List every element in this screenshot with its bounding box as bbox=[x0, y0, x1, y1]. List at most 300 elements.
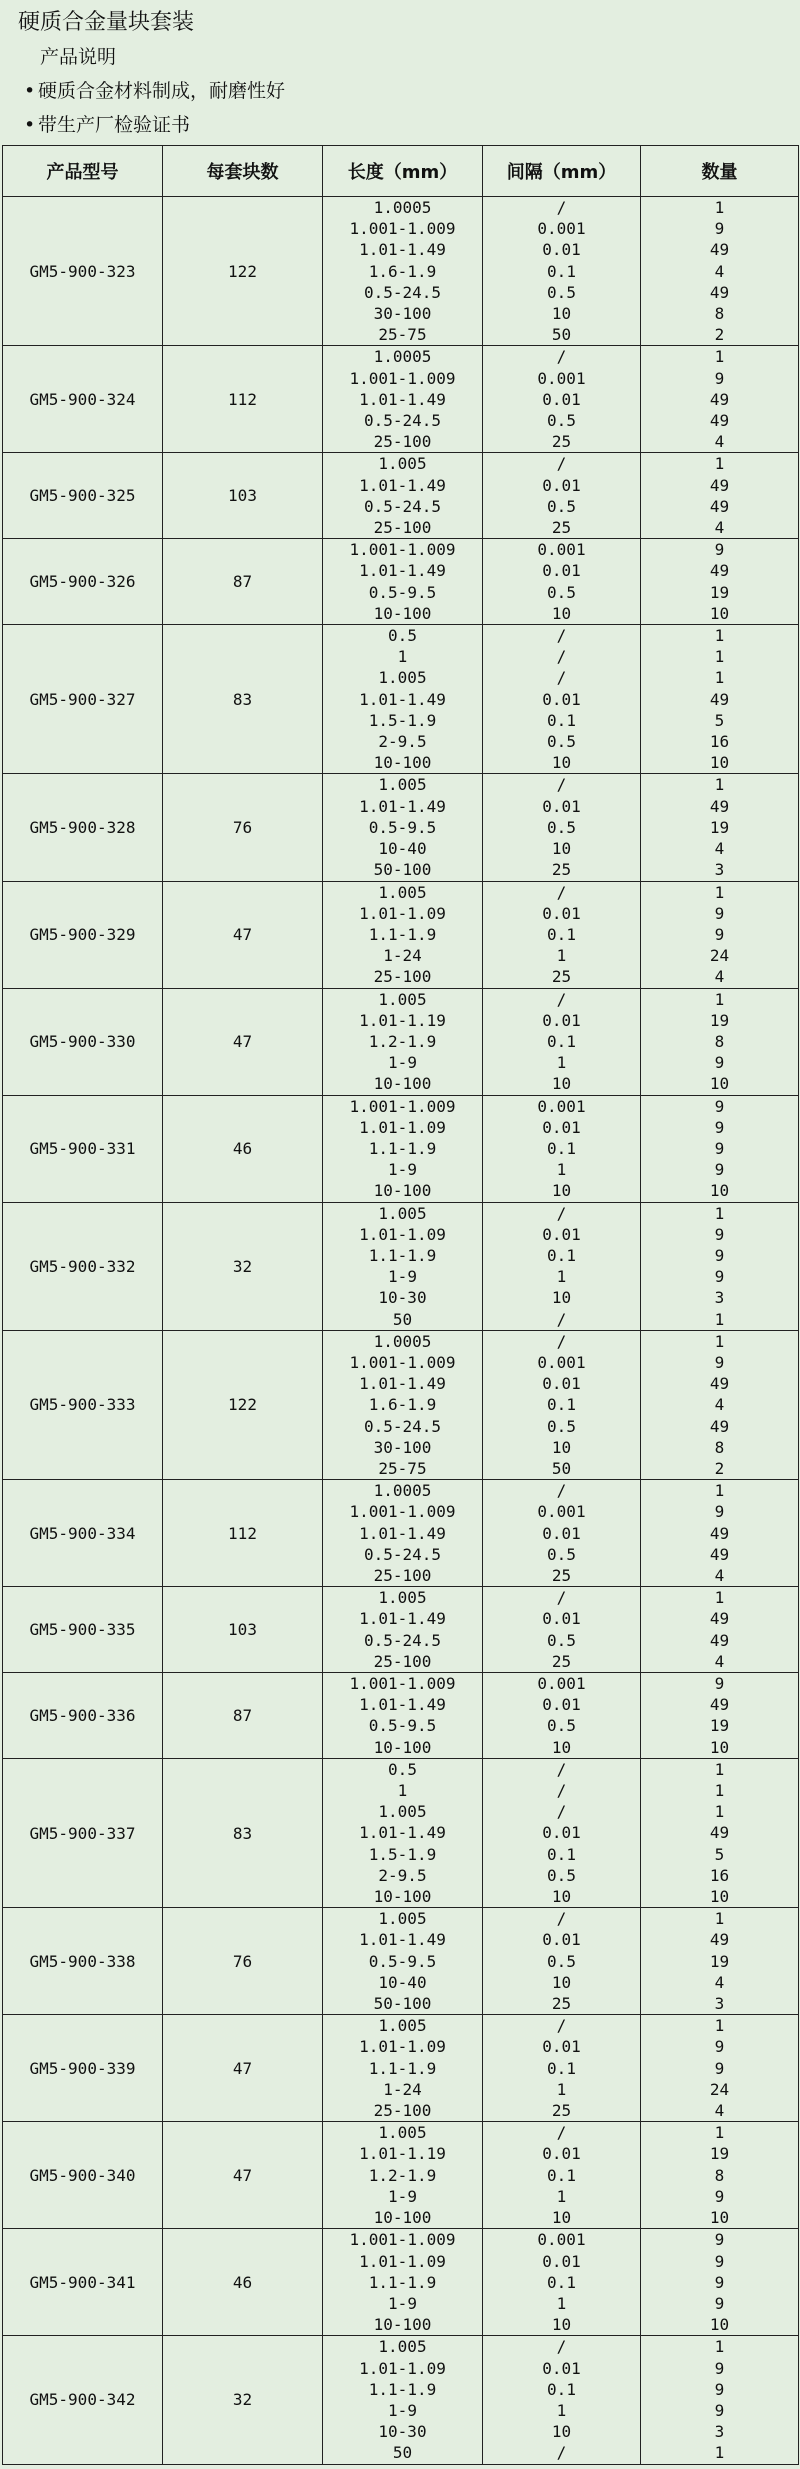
pieces-cell: 83 bbox=[163, 625, 323, 774]
header-quantity: 数量 bbox=[641, 146, 799, 197]
table-row bbox=[3, 453, 799, 539]
step-value: / bbox=[556, 1331, 567, 1351]
length-value: 1.1-1.9 bbox=[368, 1138, 437, 1158]
length-cell bbox=[323, 2122, 483, 2229]
quantity-cell bbox=[641, 2015, 799, 2122]
gauge-block-table bbox=[2, 145, 799, 2465]
step-value: 10 bbox=[551, 1437, 572, 1457]
step-cell bbox=[483, 1480, 641, 1587]
pieces-cell: 87 bbox=[163, 1673, 323, 1759]
length-value: 1-9 bbox=[388, 1267, 417, 1287]
length-value: 1.0005 bbox=[373, 198, 432, 217]
step-cell bbox=[483, 2122, 641, 2229]
model-cell: GM5-900-336 bbox=[3, 1673, 163, 1759]
step-value: / bbox=[556, 347, 567, 367]
length-cell bbox=[323, 1480, 483, 1587]
quantity-cell bbox=[641, 1908, 799, 2015]
step-value: 0.001 bbox=[537, 1096, 586, 1116]
step-value: 0.001 bbox=[537, 1674, 586, 1694]
step-value: 10 bbox=[551, 839, 572, 859]
quantity-value: 10 bbox=[709, 2315, 730, 2335]
length-value: 0.5-24.5 bbox=[363, 1544, 442, 1564]
quantity-value: 19 bbox=[709, 1716, 730, 1736]
quantity-value: 10 bbox=[709, 1737, 730, 1757]
length-value: 1.001-1.009 bbox=[349, 1096, 456, 1116]
model-cell: GM5-900-341 bbox=[3, 2229, 163, 2336]
step-value: / bbox=[556, 626, 567, 646]
quantity-value: 1 bbox=[714, 989, 725, 1009]
quantity-value: 9 bbox=[714, 1160, 725, 1180]
step-value: 0.5 bbox=[547, 817, 576, 837]
length-value: 10-100 bbox=[373, 1887, 432, 1907]
step-value: 25 bbox=[551, 1566, 572, 1585]
length-value: 1.01-1.49 bbox=[359, 389, 446, 409]
quantity-value: 3 bbox=[714, 2422, 725, 2442]
model-cell: GM5-900-331 bbox=[3, 1095, 163, 1202]
step-value: 0.01 bbox=[542, 903, 581, 923]
length-value: 1.01-1.49 bbox=[359, 240, 446, 260]
step-value: 25 bbox=[551, 967, 572, 987]
step-value: 10 bbox=[551, 2208, 572, 2228]
step-value: 0.5 bbox=[547, 496, 576, 516]
step-value: 0.1 bbox=[547, 2058, 576, 2078]
step-value: 0.1 bbox=[547, 1844, 576, 1864]
quantity-value: 49 bbox=[709, 1695, 730, 1715]
quantity-cell bbox=[641, 774, 799, 881]
step-value: 1 bbox=[556, 2293, 567, 2313]
quantity-value: 9 bbox=[714, 1053, 725, 1073]
quantity-value: 5 bbox=[714, 1844, 725, 1864]
model-cell: GM5-900-334 bbox=[3, 1480, 163, 1587]
length-value: 1 bbox=[397, 647, 408, 667]
quantity-value: 49 bbox=[709, 411, 730, 431]
table-row bbox=[3, 1908, 799, 2015]
quantity-value: 1 bbox=[714, 647, 725, 667]
quantity-value: 49 bbox=[709, 561, 730, 581]
quantity-value: 1 bbox=[714, 1802, 725, 1822]
length-value: 0.5-24.5 bbox=[363, 282, 442, 302]
length-value: 10-100 bbox=[373, 1074, 432, 1094]
length-value: 1-24 bbox=[383, 2079, 422, 2099]
quantity-value: 10 bbox=[709, 1181, 730, 1201]
step-value: 0.01 bbox=[542, 1010, 581, 1030]
header-pieces: 每套块数 bbox=[163, 146, 323, 197]
pieces-cell: 47 bbox=[163, 2015, 323, 2122]
quantity-value: 9 bbox=[714, 1224, 725, 1244]
pieces-cell: 76 bbox=[163, 1908, 323, 2015]
step-value: 1 bbox=[556, 1160, 567, 1180]
pieces-cell: 103 bbox=[163, 453, 323, 539]
length-cell bbox=[323, 539, 483, 625]
table-row bbox=[3, 346, 799, 453]
length-value: 1.005 bbox=[378, 1588, 427, 1608]
quantity-value: 10 bbox=[709, 2208, 730, 2228]
quantity-value: 24 bbox=[709, 946, 730, 966]
length-cell bbox=[323, 881, 483, 988]
table-header-row bbox=[3, 146, 799, 197]
step-value: 0.1 bbox=[547, 1031, 576, 1051]
quantity-cell bbox=[641, 1673, 799, 1759]
length-value: 1-9 bbox=[388, 2186, 417, 2206]
quantity-value: 9 bbox=[714, 2272, 725, 2292]
quantity-value: 9 bbox=[714, 219, 725, 239]
table-row bbox=[3, 197, 799, 346]
length-value: 1.01-1.49 bbox=[359, 1823, 446, 1843]
quantity-value: 1 bbox=[714, 1481, 725, 1501]
step-value: 0.5 bbox=[547, 1416, 576, 1436]
quantity-value: 9 bbox=[714, 2230, 725, 2250]
step-value: / bbox=[556, 2016, 567, 2036]
step-value: 0.1 bbox=[547, 924, 576, 944]
step-value: 0.5 bbox=[547, 1630, 576, 1650]
step-value: 0.5 bbox=[547, 1865, 576, 1885]
bullet-dot: • bbox=[24, 114, 36, 136]
step-value: 25 bbox=[551, 432, 572, 452]
quantity-value: 4 bbox=[714, 432, 725, 452]
quantity-value: 4 bbox=[714, 967, 725, 987]
step-value: / bbox=[556, 1759, 567, 1779]
quantity-value: 1 bbox=[714, 454, 725, 474]
step-value: 0.5 bbox=[547, 1544, 576, 1564]
step-value: 0.001 bbox=[537, 1352, 586, 1372]
length-value: 25-75 bbox=[378, 1458, 427, 1478]
length-value: 1.005 bbox=[378, 454, 427, 474]
model-cell: GM5-900-342 bbox=[3, 2336, 163, 2464]
length-value: 50 bbox=[392, 2443, 413, 2463]
step-cell bbox=[483, 1095, 641, 1202]
length-value: 1.005 bbox=[378, 775, 427, 795]
length-value: 1.01-1.49 bbox=[359, 1695, 446, 1715]
quantity-value: 49 bbox=[709, 1374, 730, 1394]
pieces-cell: 32 bbox=[163, 2336, 323, 2464]
quantity-cell bbox=[641, 453, 799, 539]
step-value: 0.5 bbox=[547, 732, 576, 752]
step-cell bbox=[483, 453, 641, 539]
length-value: 1.5-1.9 bbox=[368, 1844, 437, 1864]
quantity-value: 9 bbox=[714, 2400, 725, 2420]
length-cell bbox=[323, 1758, 483, 1907]
header-model: 产品型号 bbox=[3, 146, 163, 197]
quantity-value: 3 bbox=[714, 860, 725, 880]
quantity-value: 4 bbox=[714, 1395, 725, 1415]
length-value: 1.005 bbox=[378, 668, 427, 688]
length-value: 0.5 bbox=[388, 1759, 417, 1779]
step-value: 0.1 bbox=[547, 2379, 576, 2399]
pieces-cell: 47 bbox=[163, 2122, 323, 2229]
length-value: 1.01-1.49 bbox=[359, 561, 446, 581]
step-value: 50 bbox=[551, 325, 572, 345]
length-cell bbox=[323, 1908, 483, 2015]
length-value: 1.001-1.009 bbox=[349, 2230, 456, 2250]
table-row bbox=[3, 539, 799, 625]
length-cell bbox=[323, 453, 483, 539]
length-value: 10-40 bbox=[378, 1972, 427, 1992]
step-value: 25 bbox=[551, 518, 572, 538]
table-row bbox=[3, 988, 799, 1095]
length-value: 50-100 bbox=[373, 860, 432, 880]
step-cell bbox=[483, 539, 641, 625]
quantity-cell bbox=[641, 881, 799, 988]
length-value: 0.5-9.5 bbox=[368, 1951, 437, 1971]
length-value: 0.5 bbox=[388, 626, 417, 646]
step-value: 0.1 bbox=[547, 2272, 576, 2292]
quantity-value: 49 bbox=[709, 1630, 730, 1650]
pieces-cell: 76 bbox=[163, 774, 323, 881]
length-value: 1.01-1.09 bbox=[359, 2251, 446, 2271]
quantity-value: 8 bbox=[714, 304, 725, 324]
quantity-value: 3 bbox=[714, 1288, 725, 1308]
step-value: 1 bbox=[556, 2079, 567, 2099]
length-value: 10-100 bbox=[373, 753, 432, 773]
table-body bbox=[3, 197, 799, 2465]
model-cell: GM5-900-323 bbox=[3, 197, 163, 346]
step-value: 0.1 bbox=[547, 261, 576, 281]
length-value: 1-9 bbox=[388, 1053, 417, 1073]
quantity-value: 9 bbox=[714, 2037, 725, 2057]
table-row bbox=[3, 1202, 799, 1330]
quantity-cell bbox=[641, 2336, 799, 2464]
length-value: 50-100 bbox=[373, 1994, 432, 2014]
quantity-value: 5 bbox=[714, 710, 725, 730]
step-value: / bbox=[556, 647, 567, 667]
quantity-cell bbox=[641, 1758, 799, 1907]
length-value: 30-100 bbox=[373, 304, 432, 324]
step-value: 10 bbox=[551, 1972, 572, 1992]
length-cell bbox=[323, 625, 483, 774]
length-value: 1.0005 bbox=[373, 1481, 432, 1501]
length-value: 1.01-1.09 bbox=[359, 2358, 446, 2378]
length-value: 25-100 bbox=[373, 1566, 432, 1585]
step-value: 0.1 bbox=[547, 1395, 576, 1415]
quantity-value: 8 bbox=[714, 1437, 725, 1457]
table-row bbox=[3, 1330, 799, 1479]
step-value: 50 bbox=[551, 1458, 572, 1478]
length-value: 1.001-1.009 bbox=[349, 219, 456, 239]
step-value: 0.01 bbox=[542, 1695, 581, 1715]
length-value: 1.005 bbox=[378, 1909, 427, 1929]
step-value: 0.001 bbox=[537, 1502, 586, 1522]
step-value: 1 bbox=[556, 1267, 567, 1287]
quantity-value: 1 bbox=[714, 626, 725, 646]
quantity-value: 1 bbox=[714, 2337, 725, 2357]
quantity-value: 9 bbox=[714, 1117, 725, 1137]
quantity-value: 49 bbox=[709, 389, 730, 409]
length-value: 1 bbox=[397, 1781, 408, 1801]
step-value: 1 bbox=[556, 2186, 567, 2206]
length-value: 1.01-1.19 bbox=[359, 1010, 446, 1030]
length-value: 1.005 bbox=[378, 2337, 427, 2357]
length-value: 1.01-1.19 bbox=[359, 2144, 446, 2164]
step-value: 0.5 bbox=[547, 1951, 576, 1971]
model-cell: GM5-900-339 bbox=[3, 2015, 163, 2122]
quantity-value: 1 bbox=[714, 1909, 725, 1929]
length-value: 1.005 bbox=[378, 1802, 427, 1822]
quantity-value: 9 bbox=[714, 1502, 725, 1522]
step-value: 0.001 bbox=[537, 368, 586, 388]
step-cell bbox=[483, 2015, 641, 2122]
table-row bbox=[3, 774, 799, 881]
quantity-value: 49 bbox=[709, 689, 730, 709]
length-value: 10-100 bbox=[373, 1181, 432, 1201]
step-value: 25 bbox=[551, 2101, 572, 2121]
length-value: 2-9.5 bbox=[378, 732, 427, 752]
step-value: 0.01 bbox=[542, 1609, 581, 1629]
quantity-value: 1 bbox=[714, 1588, 725, 1608]
quantity-value: 49 bbox=[709, 1416, 730, 1436]
bullet-text: 带生产厂检验证书 bbox=[38, 114, 191, 136]
length-value: 2-9.5 bbox=[378, 1865, 427, 1885]
step-value: 0.01 bbox=[542, 1823, 581, 1843]
quantity-value: 9 bbox=[714, 2379, 725, 2399]
step-value: / bbox=[556, 2123, 567, 2143]
step-value: 10 bbox=[551, 1181, 572, 1201]
length-cell bbox=[323, 1587, 483, 1673]
quantity-value: 9 bbox=[714, 1245, 725, 1265]
step-value: / bbox=[556, 989, 567, 1009]
quantity-value: 9 bbox=[714, 1352, 725, 1372]
quantity-value: 9 bbox=[714, 1138, 725, 1158]
quantity-value: 4 bbox=[714, 1651, 725, 1671]
model-cell: GM5-900-329 bbox=[3, 881, 163, 988]
pieces-cell: 32 bbox=[163, 1202, 323, 1330]
length-value: 25-100 bbox=[373, 2101, 432, 2121]
step-value: 0.01 bbox=[542, 2358, 581, 2378]
length-value: 25-100 bbox=[373, 1651, 432, 1671]
quantity-value: 1 bbox=[714, 882, 725, 902]
step-value: 0.01 bbox=[542, 1117, 581, 1137]
quantity-value: 49 bbox=[709, 1523, 730, 1543]
length-cell bbox=[323, 1330, 483, 1479]
step-value: 0.5 bbox=[547, 282, 576, 302]
length-value: 1.6-1.9 bbox=[368, 261, 437, 281]
length-value: 1.0005 bbox=[373, 1331, 432, 1351]
quantity-value: 9 bbox=[714, 2251, 725, 2271]
model-cell: GM5-900-325 bbox=[3, 453, 163, 539]
length-value: 10-30 bbox=[378, 2422, 427, 2442]
quantity-value: 1 bbox=[714, 347, 725, 367]
length-value: 1.001-1.009 bbox=[349, 1352, 456, 1372]
length-value: 1.1-1.9 bbox=[368, 924, 437, 944]
step-value: / bbox=[556, 775, 567, 795]
table-row bbox=[3, 1758, 799, 1907]
step-value: / bbox=[556, 198, 567, 217]
step-value: 10 bbox=[551, 1737, 572, 1757]
quantity-value: 1 bbox=[714, 1331, 725, 1351]
step-value: / bbox=[556, 1481, 567, 1501]
length-value: 1.005 bbox=[378, 1203, 427, 1223]
pieces-cell: 47 bbox=[163, 881, 323, 988]
step-value: 0.5 bbox=[547, 582, 576, 602]
model-cell: GM5-900-333 bbox=[3, 1330, 163, 1479]
quantity-cell bbox=[641, 2229, 799, 2336]
step-cell bbox=[483, 2336, 641, 2464]
quantity-cell bbox=[641, 1330, 799, 1479]
step-cell bbox=[483, 2229, 641, 2336]
length-value: 1.005 bbox=[378, 989, 427, 1009]
quantity-value: 19 bbox=[709, 1010, 730, 1030]
step-value: 1 bbox=[556, 1053, 567, 1073]
bullet-text: 硬质合金材料制成，耐磨性好 bbox=[38, 80, 286, 102]
step-value: 0.01 bbox=[542, 796, 581, 816]
step-value: / bbox=[556, 454, 567, 474]
step-value: 0.1 bbox=[547, 2165, 576, 2185]
length-value: 0.5-9.5 bbox=[368, 582, 437, 602]
length-value: 1.01-1.49 bbox=[359, 1374, 446, 1394]
length-cell bbox=[323, 2015, 483, 2122]
quantity-value: 49 bbox=[709, 1544, 730, 1564]
pieces-cell: 46 bbox=[163, 2229, 323, 2336]
quantity-cell bbox=[641, 1095, 799, 1202]
length-value: 0.5-9.5 bbox=[368, 817, 437, 837]
step-cell bbox=[483, 1758, 641, 1907]
model-cell: GM5-900-332 bbox=[3, 1202, 163, 1330]
length-value: 1.5-1.9 bbox=[368, 710, 437, 730]
table-row bbox=[3, 1587, 799, 1673]
length-value: 0.5-24.5 bbox=[363, 496, 442, 516]
step-value: 0.01 bbox=[542, 1374, 581, 1394]
step-cell bbox=[483, 1202, 641, 1330]
quantity-value: 1 bbox=[714, 2443, 725, 2463]
length-value: 1.0005 bbox=[373, 347, 432, 367]
step-cell bbox=[483, 1330, 641, 1479]
table-row bbox=[3, 1095, 799, 1202]
step-cell bbox=[483, 774, 641, 881]
bullet-dot: • bbox=[24, 80, 36, 102]
quantity-value: 9 bbox=[714, 2358, 725, 2378]
table-row bbox=[3, 2015, 799, 2122]
step-value: / bbox=[556, 2443, 567, 2463]
pieces-cell: 112 bbox=[163, 1480, 323, 1587]
length-value: 1.01-1.09 bbox=[359, 903, 446, 923]
length-value: 1.01-1.49 bbox=[359, 796, 446, 816]
length-value: 10-100 bbox=[373, 1737, 432, 1757]
step-cell bbox=[483, 1908, 641, 2015]
step-value: 25 bbox=[551, 1994, 572, 2014]
step-value: / bbox=[556, 1802, 567, 1822]
feature-bullet bbox=[24, 74, 800, 108]
quantity-value: 9 bbox=[714, 903, 725, 923]
step-value: 0.01 bbox=[542, 689, 581, 709]
quantity-value: 4 bbox=[714, 261, 725, 281]
quantity-value: 9 bbox=[714, 540, 725, 560]
pieces-cell: 122 bbox=[163, 1330, 323, 1479]
quantity-value: 4 bbox=[714, 2101, 725, 2121]
quantity-value: 49 bbox=[709, 282, 730, 302]
length-value: 1.01-1.49 bbox=[359, 1609, 446, 1629]
step-value: 0.001 bbox=[537, 219, 586, 239]
quantity-value: 19 bbox=[709, 2144, 730, 2164]
length-value: 1.001-1.009 bbox=[349, 368, 456, 388]
quantity-value: 10 bbox=[709, 603, 730, 623]
quantity-value: 3 bbox=[714, 1994, 725, 2014]
length-value: 10-100 bbox=[373, 2315, 432, 2335]
table-row bbox=[3, 2336, 799, 2464]
page-header bbox=[0, 0, 800, 142]
step-cell bbox=[483, 197, 641, 346]
length-cell bbox=[323, 2229, 483, 2336]
quantity-value: 4 bbox=[714, 518, 725, 538]
quantity-value: 10 bbox=[709, 1887, 730, 1907]
section-subtitle: 产品说明 bbox=[40, 46, 117, 68]
quantity-value: 1 bbox=[714, 668, 725, 688]
length-value: 25-100 bbox=[373, 432, 432, 452]
step-cell bbox=[483, 346, 641, 453]
length-value: 1.005 bbox=[378, 2123, 427, 2143]
step-value: 10 bbox=[551, 753, 572, 773]
length-value: 0.5-24.5 bbox=[363, 411, 442, 431]
length-cell bbox=[323, 1202, 483, 1330]
length-cell bbox=[323, 1095, 483, 1202]
